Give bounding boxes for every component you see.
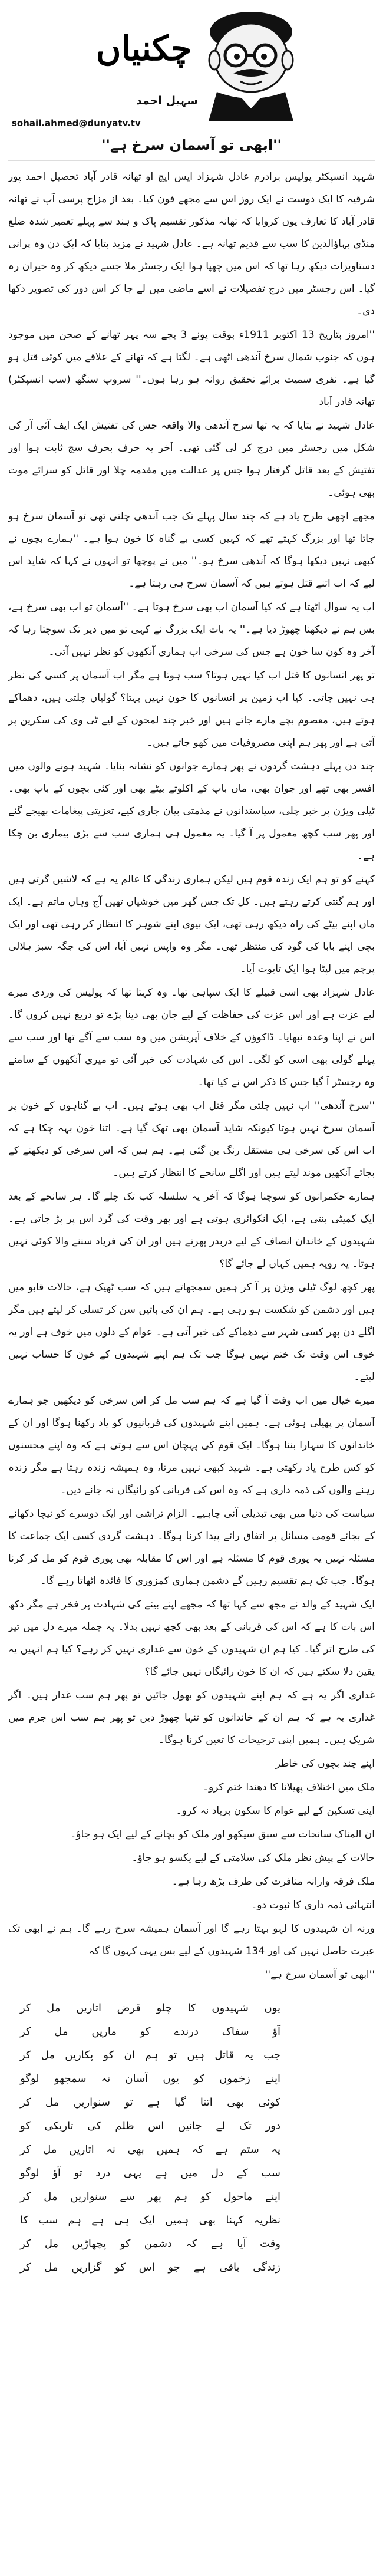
paragraph: ملک فرقہ وارانہ منافرت کی طرف بڑھ رہا ہے۔ — [171, 1876, 375, 1887]
paragraph: مجھے اچھی طرح یاد ہے کہ چند سال پہلے تک جب آندھی چلتی تھی تو آسمان سرخ ہو جاتا تھا اور بزرگ کہتے تھے کہ کہیں کسی بے گناہ کا خون ہوا ہے۔ ''ہمارے بچوں نے کبھی نہیں دیکھا ہوگا کہ آندھی سرخ ہو۔'' میں نے پوچھا تو انہوں نے کہا کہ شاید اس لیے کہ اب اتنے قتل ہوتے ہیں کہ آسمان سرخ ہی رہتا ہے۔ — [8, 510, 375, 589]
paragraph: اپنی تسکین کے لیے عوام کا سکون برباد نہ کرو۔ — [176, 1805, 375, 1817]
author-email: sohail.ahmed@dunyatv.tv — [12, 118, 141, 129]
paragraph: سیاست کی دنیا میں بھی تبدیلی آنی چاہیے۔ الزام تراشی اور ایک دوسرے کو نیچا دکھانے کے بجائے قومی مسائل پر اتفاق رائے پیدا کرنا ہوگا۔ دہشت گردی کسی ایک جماعت کا مسئلہ نہیں یہ پوری قوم کا مسئلہ ہے اور اس کا مقابلہ بھی پوری قوم کو مل کر کرنا ہوگا۔ جب تک ہم تقسیم رہیں گے دشمن ہماری کمزوری کا فائدہ اٹھاتا رہے گا۔ — [8, 1508, 375, 1587]
paragraph: ملک میں اختلاف پھیلانا کا دھندا ختم کرو۔ — [202, 1781, 375, 1793]
paragraph: عادل شہید نے بتایا کہ یہ تھا سرخ آندھی والا واقعہ جس کی تفتیش ایک ایف آئی آر کی شکل میں رجسٹر میں درج کر لی گئی تھی۔ آخر یہ حرف بحرف سچ ثابت ہوا اور تفتیش کے بعد قاتل گرفتار ہوا جس پر عدالت میں مقدمہ چلا اور قاتل کو سزائے موت بھی ہوئی۔ — [8, 420, 375, 499]
paragraph: شہید انسپکٹر پولیس برادرم عادل شہزاد ایس ایچ او تھانہ قادر آباد تحصیل احمد پور شرقیہ کا ایک دوست نے ایک روز اس سے مجھے فون کیا۔ بعد از مزاج پرسی آپ نے تھانہ قادر آباد کا تعارف یوں کروایا کہ تھانہ مذکور تقسیم پاک و ہند سے پہلے تعمیر شدہ ضلع منڈی بہاؤالدین کا سب سے قدیم تھانہ ہے۔ عادل شہید نے مزید بتایا کہ ایک دن وہ پرانی دستاویزات دیکھ رہا تھا کہ اس میں چھپا ہوا ایک رجسٹر ملا جسے دیکھ کر وہ حیران رہ گیا۔ اس رجسٹر میں درج تفصیلات نے اسے ماضی میں لے جا کر اس دور کی تصویر دکھا دی۔ — [8, 171, 375, 317]
paragraph: ان المناک سانحات سے سبق سیکھو اور ملک کو بچانے کے لیے ایک ہو جاؤ۔ — [70, 1829, 375, 1840]
paragraph: انتہائی ذمہ داری کا ثبوت دو۔ — [251, 1899, 375, 1911]
poem-verse: کوئی بھی اتنا گیا ہے تو سنواریں مل کر — [20, 2096, 280, 2109]
paragraph: غداری اگر یہ ہے کہ ہم اپنے شہیدوں کو بھول جائیں تو پھر ہم سب غدار ہیں۔ اگر غداری یہ ہے کہ ہم ان کے خاندانوں کو تنہا چھوڑ دیں تو پھر ہم سب اس جرم میں شریک ہیں۔ ہمیں اپنی ترجیحات کا تعین کرنا ہوگا۔ — [8, 1689, 375, 1746]
paragraph: ایک شہید کے والد نے مجھ سے کہا تھا کہ مجھے اپنے بیٹے کی شہادت پر فخر ہے مگر دکھ اس بات کا ہے کہ اس کی قربانی کے بعد بھی کچھ نہیں بدلا۔ یہ جملہ میرے دل میں تیر کی طرح اتر گیا۔ کیا ہم ان شہیدوں کے خون سے غداری نہیں کر رہے؟ کیا ہم انہیں یہ یقین دلا سکتے ہیں کہ ان کا خون رائیگاں نہیں جائے گا؟ — [8, 1599, 375, 1678]
paragraph: تو پھر انسانوں کا قتل اب کیا نہیں ہوتا؟ سب ہوتا ہے مگر اب آسمان پر کسی کی نظر ہی نہیں جاتی۔ کیا اب زمین پر انسانوں کا خون نہیں بہتا؟ گولیاں چلتی ہیں، دھماکے ہوتے ہیں، معصوم بچے مارے جاتے ہیں اور خبر چند لمحوں کے لیے ٹی وی کی سکرین پر آتی ہے اور پھر ہم اپنی مصروفیات میں کھو جاتے ہیں۔ — [8, 670, 375, 749]
paragraph: کہنے کو تو ہم ایک زندہ قوم ہیں لیکن ہماری زندگی کا عالم یہ ہے کہ لاشیں گرتی ہیں اور ہم گنتی کرتے رہتے ہیں۔ کل تک جس گھر میں خوشیاں تھیں آج وہاں ماتم ہے۔ ایک ماں اپنے بیٹے کی راہ دیکھ رہی تھی، ایک بیوی اپنے شوہر کا انتظار کر رہی تھی اور ایک بچی اپنے بابا کی گود کی منتظر تھی۔ مگر وہ واپس نہیں آیا، اس کی جگہ سبز ہلالی پرچم میں لپٹا ہوا ایک تابوت آیا۔ — [8, 874, 375, 975]
poem-verse: یوں شہیدوں کا چلو قرض اتاریں مل کر — [20, 2002, 280, 2014]
paragraph: میرے خیال میں اب وقت آ گیا ہے کہ ہم سب مل کر اس سرخی کو دیکھیں جو ہمارے آسمان پر پھیلی ہوئی ہے۔ ہمیں اپنے شہیدوں کی قربانیوں کو یاد رکھنا ہوگا اور ان کے خاندانوں کا سہارا بننا ہوگا۔ ایک قوم کی پہچان اس سے ہوتی ہے کہ وہ اپنے محسنوں کو کس طرح یاد رکھتی ہے۔ شہید کبھی نہیں مرتا، وہ ہمیشہ زندہ رہتا ہے مگر زندہ رہنے والوں کی ذمہ داری ہے کہ وہ اس کی قربانی کو رائیگاں نہ جانے دیں۔ — [8, 1395, 375, 1496]
poem-verse: نظریہ کہنا بھی ہمیں ایک ہی ہے ہم سب کا — [20, 2214, 280, 2226]
paragraph: ورنہ ان شہیدوں کا لہو بہتا رہے گا اور آسمان ہمیشہ سرخ رہے گا۔ ہم نے ابھی تک عبرت حاصل نہیں کی اور 134 شہیدوں کے لیے بس یہی کہوں گا کہ — [8, 1923, 375, 1957]
column-brand-title: چکنیاں — [95, 28, 192, 68]
poem-verse: دور تک لے جائیں اس ظلم کی تاریکی کو — [20, 2120, 280, 2132]
poem-verse: آؤ سفاک درندے کو ماریں مل کر — [20, 2025, 280, 2038]
column-body — [8, 161, 375, 1986]
poem-verse: زندگی باقی ہے جو اس کو گزاریں مل کر — [20, 2261, 280, 2274]
poem-verse: سب کے دل میں ہے یہی درد تو آؤ لوگو — [20, 2167, 280, 2179]
paragraph: پھر کچھ لوگ ٹیلی ویژن پر آ کر ہمیں سمجھاتے ہیں کہ سب ٹھیک ہے، حالات قابو میں ہیں اور دشمن کو شکست ہو رہی ہے۔ ہم ان کی باتیں سن کر تسلی کر لیتے ہیں مگر اگلے دن پھر کسی شہر سے دھماکے کی خبر آتی ہے۔ عوام کے دلوں میں خوف ہے اور یہ خوف اس وقت تک ختم نہیں ہوگا جب تک ہم اپنے شہیدوں کے خون کا حساب نہیں لیتے۔ — [8, 1282, 375, 1383]
paragraph: اپنے چند بچوں کی خاطر — [275, 1758, 375, 1770]
paragraph: ''امروز بتاریخ 13 اکتوبر 1911ء بوقت پونے 3 بجے سہ پہر تھانے کے صحن میں موجود ہوں کہ جنوب شمال سرخ آندھی اٹھی ہے۔ لگتا ہے کہ تھانے کے علاقے میں کوئی قتل ہو گیا ہے۔ نفری سمیت برائے تحقیق روانہ ہو رہا ہوں۔'' سروپ سنگھ (سب انسپکٹر) تھانہ قادر آباد — [8, 329, 375, 408]
poem-verse: اپنے زخموں کو یوں آسان نہ سمجھو لوگو — [20, 2073, 280, 2085]
paragraph: ''سرخ آندھی'' اب نہیں چلتی مگر قتل اب بھی ہوتے ہیں۔ اب بے گناہوں کے خون پر آسمان سرخ نہیں ہوتا کیونکہ شاید آسمان بھی تھک گیا ہے۔ اتنا خون بہہ چکا ہے کہ اب اس کی سرخی ہی مستقل رنگ بن گئی ہے۔ ہم ہیں کہ اس سرخی کو دیکھنے کے بجائے آنکھیں موند لیتے ہیں اور اگلے سانحے کا انتظار کرتے ہیں۔ — [8, 1100, 375, 1179]
poem — [8, 1997, 375, 2279]
paragraph: ''ابھی تو آسمان سرخ ہے'' — [265, 1969, 375, 1981]
paragraph: حالات کے پیش نظر ملک کی سلامتی کے لیے یکسو ہو جاؤ۔ — [131, 1852, 375, 1864]
paragraph: ہمارے حکمرانوں کو سوچنا ہوگا کہ آخر یہ سلسلہ کب تک چلے گا۔ ہر سانحے کے بعد ایک کمیٹی بنتی ہے، ایک انکوائری ہوتی ہے اور پھر وقت کی گرد اس پر پڑ جاتی ہے۔ شہیدوں کے خاندان انصاف کے لیے دربدر پھرتے ہیں اور ان کی فریاد سننے والا کوئی نہیں ہوتا۔ یہ رویہ ہمیں کہاں لے جائے گا؟ — [8, 1191, 375, 1270]
poem-verse: جب یہ قاتل ہیں تو ہم ان کو پکاریں مل کر — [20, 2049, 280, 2061]
column-header — [8, 0, 375, 161]
paragraph: عادل شہزاد بھی اسی قبیلے کا ایک سپاہی تھا۔ وہ کہتا تھا کہ پولیس کی وردی میرے لیے عزت ہے اور اس عزت کی حفاظت کے لیے جان بھی دینا پڑے تو دریغ نہیں کروں گا۔ اس نے اپنا وعدہ نبھایا۔ ڈاکوؤں کے خلاف آپریشن میں وہ سب سے آگے تھا اور سب سے پہلے گولی بھی اسی کو لگی۔ اس کی شہادت کی خبر آئی تو میری آنکھوں کے سامنے وہ رجسٹر آ گیا جس کا ذکر اس نے کیا تھا۔ — [8, 987, 375, 1088]
poem-verse: وقت آیا ہے کہ دشمن کو پچھاڑیں مل کر — [20, 2238, 280, 2250]
poem-verse: یہ ستم ہے کہ ہمیں بھی نہ اتاریں مل کر — [20, 2143, 280, 2156]
paragraph: چند دن پہلے دہشت گردوں نے پھر ہمارے جوانوں کو نشانہ بنایا۔ شہید ہونے والوں میں افسر بھی تھے اور جوان بھی، ماں باپ کے اکلوتے بیٹے بھی اور کئی بچوں کے باپ بھی۔ ٹیلی ویژن پر خبر چلی، سیاستدانوں نے مذمتی بیان جاری کیے، تعزیتی پیغامات بھیجے گئے اور پھر سب کچھ معمول پر آ گیا۔ یہ معمول ہی ہماری سب سے بڑی بیماری بن چکا ہے۔ — [8, 760, 375, 862]
author-name: سہیل احمد — [136, 94, 198, 107]
paragraph: اب یہ سوال اٹھتا ہے کہ کیا آسمان اب بھی سرخ ہوتا ہے۔ ''آسمان تو اب بھی سرخ ہے، بس ہم نے دیکھنا چھوڑ دیا ہے۔'' یہ بات ایک بزرگ نے کہی تو میں دیر تک سوچتا رہا کہ آخر وہ کون سا خون ہے جس کی سرخی اب ہماری آنکھوں کو نظر نہیں آتی۔ — [8, 601, 375, 658]
poem-verse: اپنے ماحول کو ہم پھر سے سنواریں مل کر — [20, 2190, 280, 2203]
column-title: ''ابھی تو آسمان سرخ ہے'' — [101, 137, 282, 153]
